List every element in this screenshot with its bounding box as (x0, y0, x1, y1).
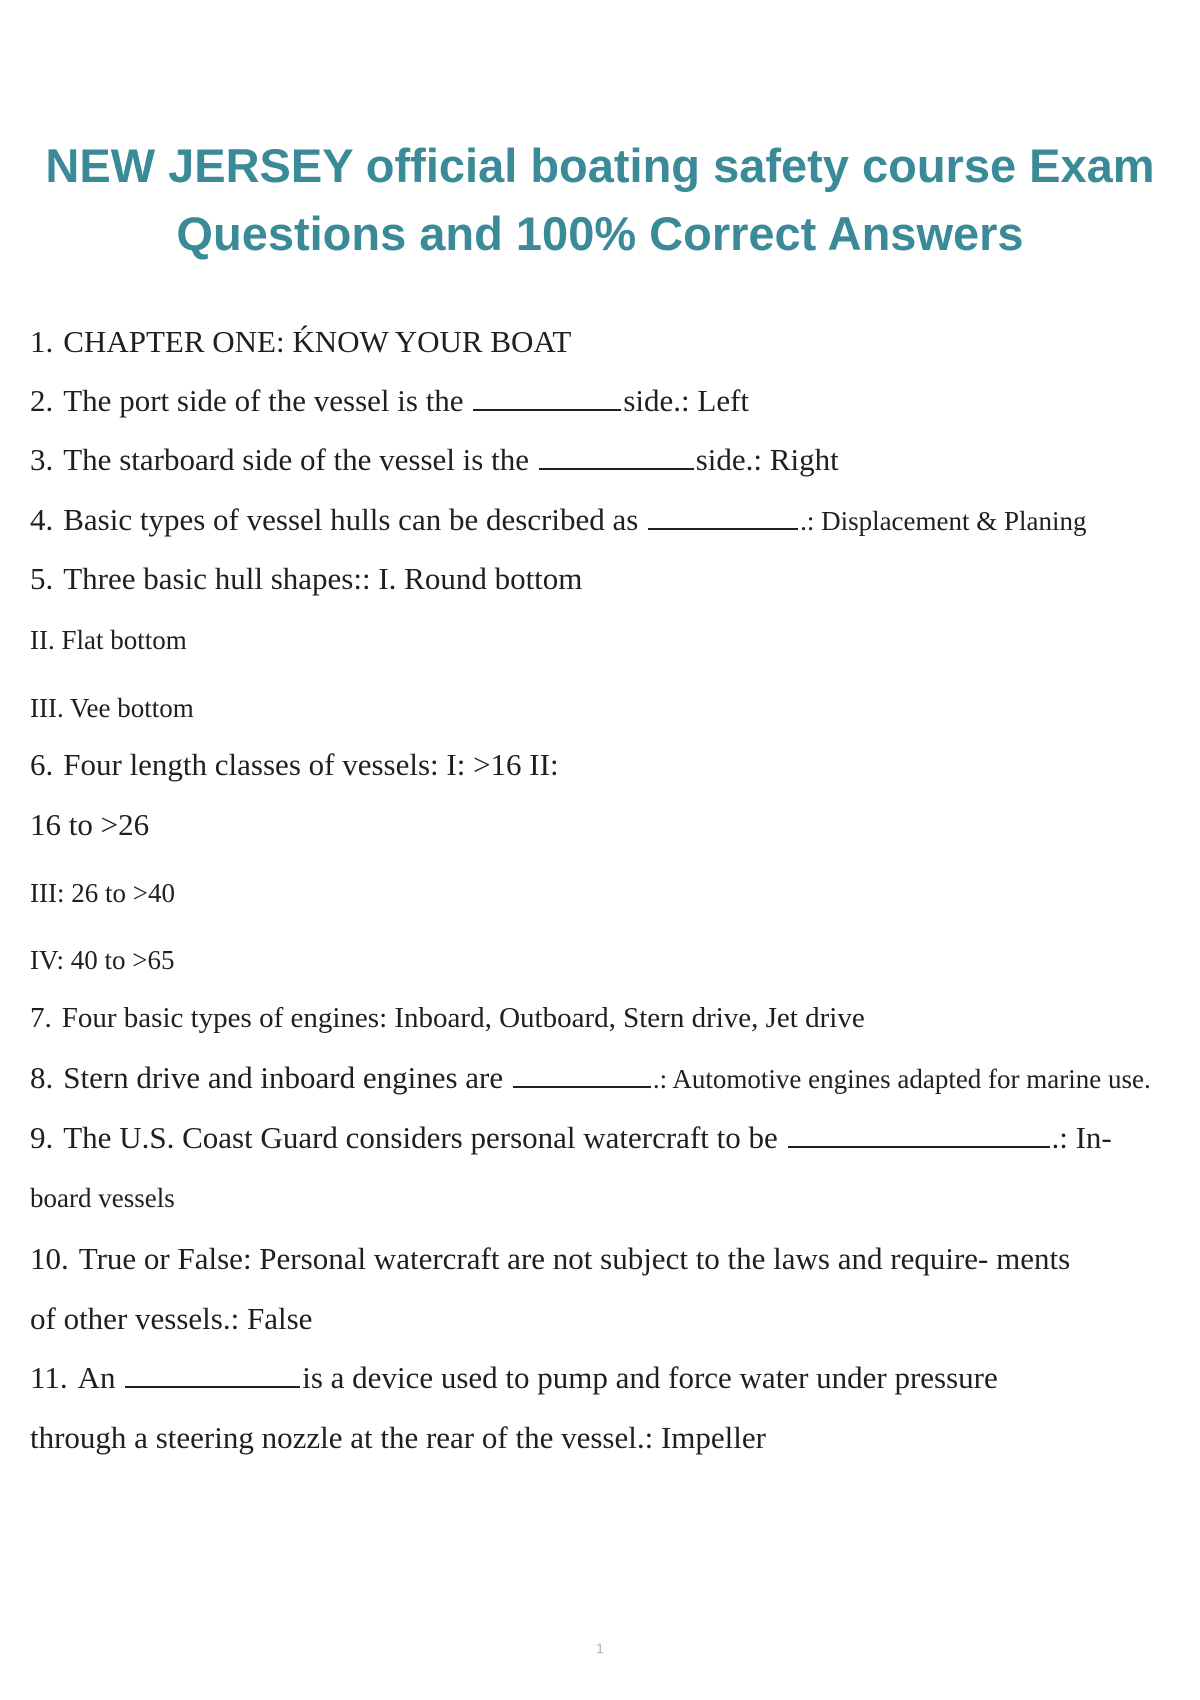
answer-text: of other vessels.: False (30, 1301, 313, 1336)
question-text: Four basic types of engines: Inboard, Outboard, Stern drive, Jet drive (61, 1002, 865, 1034)
answer-text: side.: Right (695, 442, 839, 477)
answer-text: .: Displacement & Planing (800, 506, 1087, 536)
question-11 (30, 1358, 998, 1398)
question-number: 7. (30, 1002, 52, 1034)
question-text: CHAPTER ONE: ḰNOW YOUR BOAT (63, 324, 572, 359)
answer-blank (513, 1062, 651, 1088)
answer-blank (473, 385, 621, 411)
question-number: 8. (30, 1060, 54, 1095)
answer-blank (125, 1362, 300, 1388)
answer-blank (648, 504, 798, 530)
page-number: 1 (596, 1640, 604, 1656)
answer-blank (539, 444, 694, 470)
question-11-continuation (30, 1418, 766, 1458)
answer-blank (788, 1122, 1050, 1148)
question-5-continuation (30, 620, 187, 660)
question-text: The starboard side of the vessel is the (63, 442, 529, 477)
question-number: 2. (30, 383, 54, 418)
question-number: 11. (30, 1360, 68, 1395)
question-number: 10. (30, 1241, 69, 1276)
question-9-continuation (30, 1178, 175, 1218)
answer-text: IV: 40 to >65 (30, 945, 175, 975)
question-text: An (77, 1360, 116, 1395)
question-6-continuation (30, 940, 174, 980)
document-title: NEW JERSEY official boating safety course Exam Questions and 100% Correct Answers (45, 139, 1155, 260)
question-text: The U.S. Coast Guard considers personal watercraft to be (63, 1120, 778, 1155)
question-6-continuation (30, 873, 175, 913)
answer-text: 16 to >26 (30, 807, 150, 842)
question-text: Three basic hull shapes:: I. Round bottom (63, 561, 583, 596)
question-9 (30, 1118, 1112, 1158)
question-5-continuation (30, 688, 194, 728)
question-10-continuation (30, 1299, 312, 1339)
question-7 (30, 998, 865, 1038)
question-4 (30, 500, 1087, 541)
question-number: 3. (30, 442, 54, 477)
question-number: 6. (30, 747, 54, 782)
question-10 (30, 1239, 1070, 1279)
question-text: Stern drive and inboard engines are (63, 1060, 504, 1095)
question-6 (30, 745, 559, 785)
answer-text: II. Flat bottom (30, 625, 187, 655)
question-text: Four length classes of vessels: I: >16 II: (63, 747, 559, 782)
question-number: 1. (30, 324, 54, 359)
question-1 (30, 322, 571, 362)
answer-text: through a steering nozzle at the rear of the vessel.: Impeller (30, 1420, 766, 1455)
answer-text: side.: Left (623, 383, 750, 418)
answer-text: .: Automotive engines adapted for marine use. (652, 1064, 1151, 1094)
question-2 (30, 381, 749, 421)
question-text: Basic types of vessel hulls can be described as (63, 502, 639, 537)
question-text: The port side of the vessel is the (63, 383, 464, 418)
question-5 (30, 559, 582, 599)
question-8 (30, 1058, 1151, 1099)
answer-text: board vessels (30, 1183, 175, 1213)
answer-text: .: In- (1051, 1120, 1112, 1155)
question-text: is a device used to pump and force water under pressure (302, 1360, 998, 1395)
question-3 (30, 440, 839, 480)
question-6-continuation (30, 805, 149, 845)
question-number: 9. (30, 1120, 54, 1155)
answer-text: III: 26 to >40 (30, 878, 175, 908)
answer-text: III. Vee bottom (30, 693, 194, 723)
question-number: 4. (30, 502, 54, 537)
question-number: 5. (30, 561, 54, 596)
question-text: True or False: Personal watercraft are not subject to the laws and require- ments (78, 1241, 1071, 1276)
